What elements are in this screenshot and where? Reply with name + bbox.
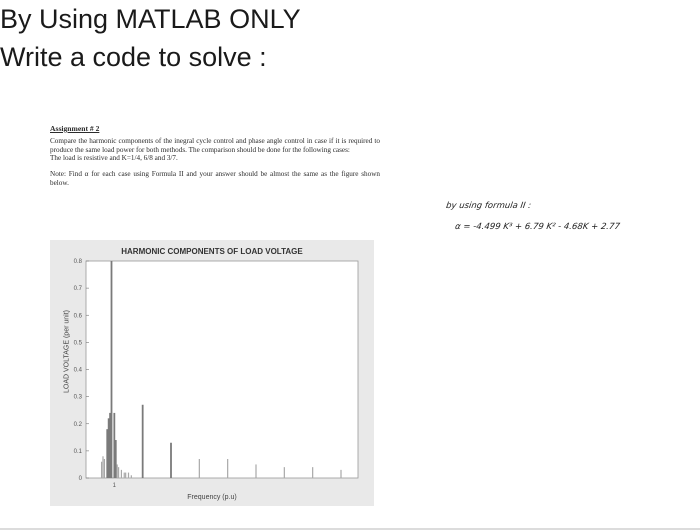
harmonic-bar [170, 443, 172, 478]
harmonic-bar [227, 459, 228, 478]
bottom-divider [0, 528, 700, 530]
assignment-text [50, 125, 380, 188]
harmonic-bar [125, 473, 126, 478]
y-tick-label: 0 [78, 476, 82, 482]
chart-x-label: Frequency (p.u) [187, 494, 237, 501]
chart-title: HARMONIC COMPONENTS OF LOAD VOLTAGE [121, 247, 303, 256]
x-tick-label: 1 [112, 483, 117, 489]
harmonic-bar [102, 456, 103, 478]
chart-canvas [50, 240, 374, 506]
harmonic-bar [117, 464, 118, 478]
harmonic-bar [124, 473, 125, 478]
assignment-body: Compare the harmonic components of the inegral cycle control and phase angle control in case if it is required to produce the same load power for both methods. The comparison should be done for the following cases: [50, 136, 380, 154]
y-tick-label: 0.2 [73, 421, 82, 428]
y-tick-label: 0.5 [73, 340, 82, 347]
harmonic-bar [128, 473, 129, 478]
chart-y-label: LOAD VOLTAGE (per unit) [63, 310, 71, 393]
harmonic-bar [312, 467, 313, 478]
y-tick-label: 0.7 [73, 286, 82, 293]
harmonic-bar [115, 440, 117, 478]
harmonic-bar [142, 405, 144, 478]
harmonic-bar [131, 475, 132, 478]
assignment-title: Assignment # 2 [50, 124, 100, 133]
handwritten-formula: α = -4.499 K³ + 6.79 K² - 4.68K + 2.77 [454, 222, 621, 232]
y-tick-label: 0.6 [73, 313, 82, 320]
harmonic-bar [101, 462, 102, 478]
harmonic-bar [340, 470, 341, 478]
y-tick-label: 0.8 [73, 259, 82, 265]
assignment-note: Note: Find α for each case using Formula II and your answer should be almost the same as the figure shown below. [50, 170, 380, 187]
assignment-load: The load is resistive and K=1/4, 6/8 and 3/7. [50, 154, 178, 163]
harmonic-bar [104, 459, 105, 478]
harmonic-bar [284, 467, 285, 478]
harmonic-bar [111, 261, 113, 478]
harmonic-chart [50, 240, 374, 506]
harmonic-bar [255, 464, 256, 478]
harmonic-bar [199, 459, 200, 478]
y-tick-label: 0.4 [73, 367, 82, 374]
harmonic-bar [118, 467, 119, 478]
y-tick-label: 0.3 [73, 394, 82, 401]
harmonic-bar [121, 470, 122, 478]
plot-area [86, 261, 358, 478]
question-line-1: By Using MATLAB ONLY [0, 4, 301, 34]
handwritten-line-1: by using formula II : [445, 201, 532, 211]
question-line-2: Write a code to solve : [0, 42, 267, 72]
y-tick-label: 0.1 [73, 448, 82, 455]
